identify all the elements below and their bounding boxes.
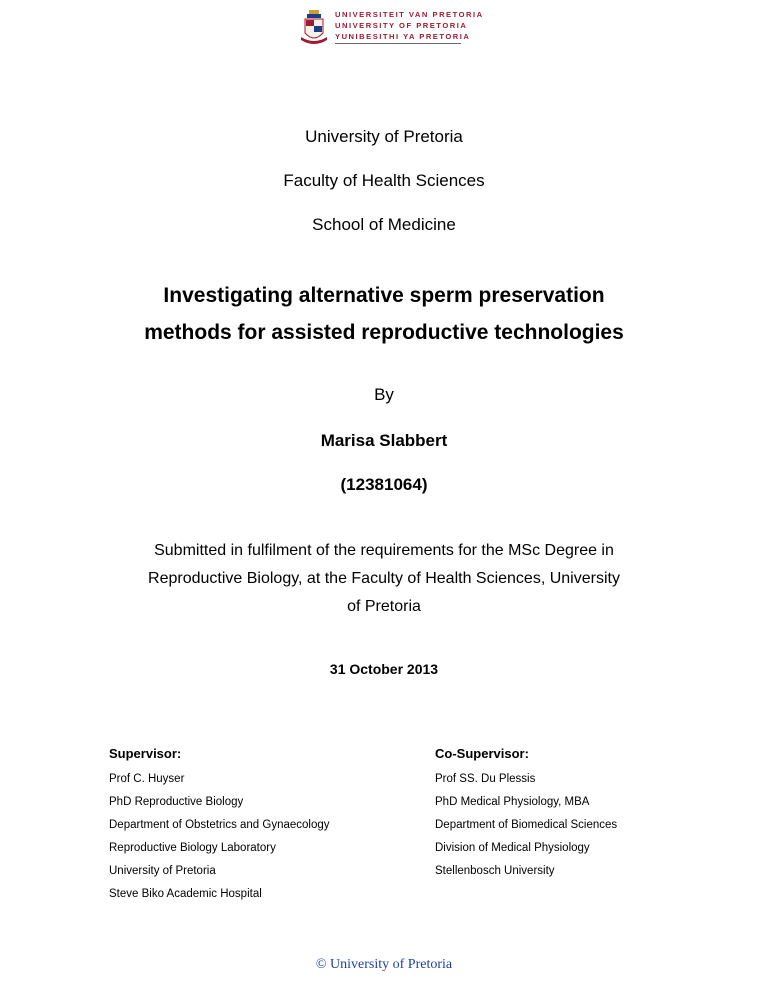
faculty-name: Faculty of Health Sciences [283,171,485,190]
coat-of-arms-icon [298,9,330,51]
co-supervisor-line: Division of Medical Physiology [435,842,590,854]
supervisor-line: Department of Obstetrics and Gynaecology [109,819,330,831]
university-logo [298,9,484,51]
logo-line-afrikaans: UNIVERSITEIT VAN PRETORIA [335,10,484,19]
supervisor-line: Prof C. Huyser [109,773,185,785]
co-supervisor-line: Prof SS. Du Plessis [435,773,536,785]
supervisor-line: PhD Reproductive Biology [109,796,244,808]
submission-line-1: Submitted in fulfilment of the requirements for the MSc Degree in [154,542,614,559]
submission-line-3: of Pretoria [347,598,421,615]
co-supervisor-line: PhD Medical Physiology, MBA [435,796,590,808]
submission-line-2: Reproductive Biology, at the Faculty of Health Sciences, University [148,570,620,587]
logo-line-sepedi: YUNIBESITHI YA PRETORIA [335,32,471,41]
submission-date: 31 October 2013 [329,661,439,677]
school-name: School of Medicine [312,215,456,234]
co-supervisor-line: Department of Biomedical Sciences [435,819,618,831]
thesis-title-line-1: Investigating alternative sperm preservation [163,284,605,307]
logo-underline [335,43,461,44]
supervisor-line: University of Pretoria [109,865,216,877]
co-supervisor-heading: Co-Supervisor: [435,746,529,761]
university-name: University of Pretoria [305,127,463,146]
copyright-notice: © University of Pretoria [315,957,453,972]
supervisor-line: Reproductive Biology Laboratory [109,842,276,854]
supervisor-line: Steve Biko Academic Hospital [109,888,262,900]
supervisor-heading: Supervisor: [109,746,182,761]
author-name: Marisa Slabbert [320,431,448,450]
student-number: (12381064) [340,475,428,494]
thesis-title-line-2: methods for assisted reproductive technologies [144,321,624,344]
by-label: By [374,385,394,404]
logo-line-english: UNIVERSITY OF PRETORIA [335,21,468,30]
co-supervisor-line: Stellenbosch University [435,865,555,877]
